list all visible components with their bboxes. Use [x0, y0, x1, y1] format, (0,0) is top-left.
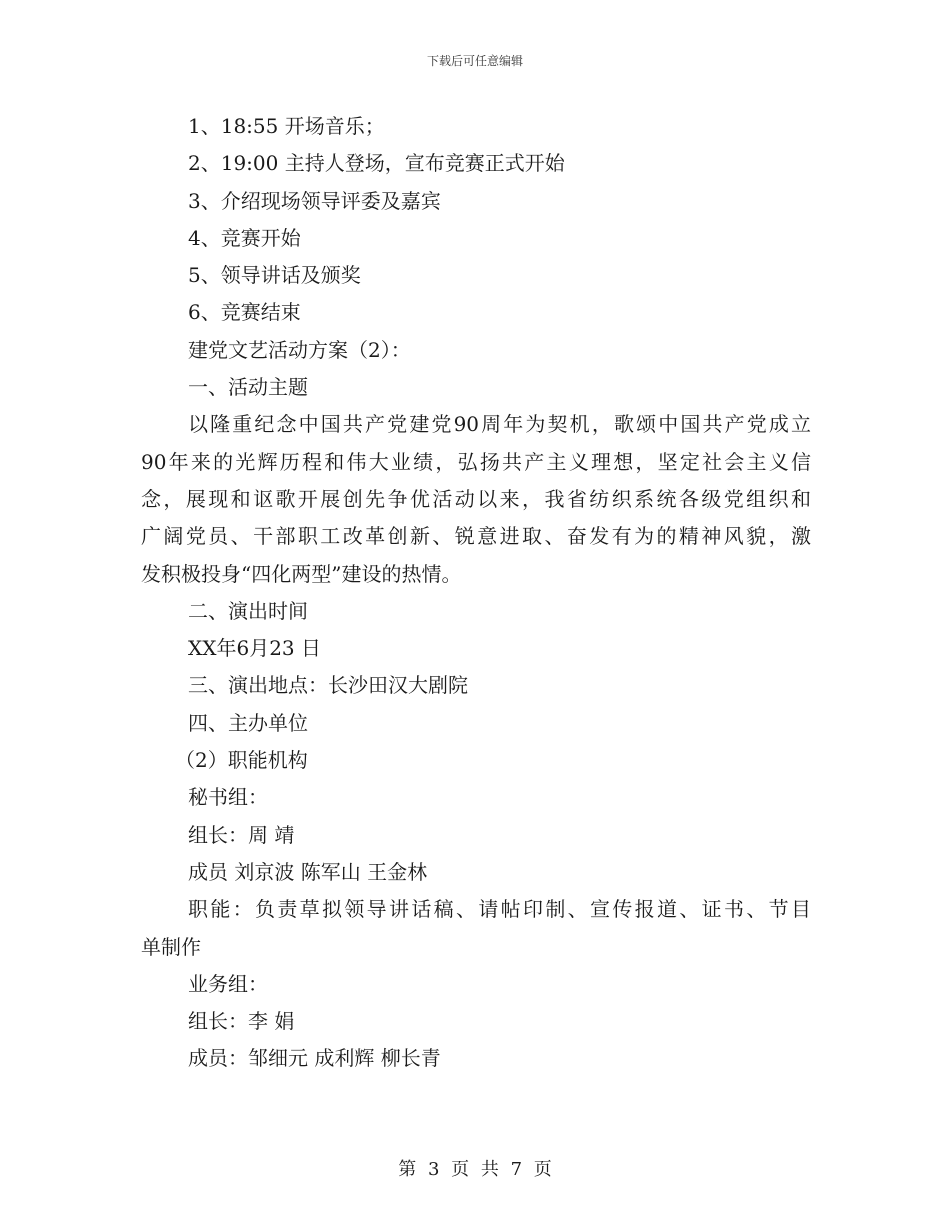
subsection-heading: （2）职能机构: [175, 748, 308, 773]
list-item: 4、竞赛开始: [188, 225, 301, 250]
section-title: 建党文艺活动方案（2）：: [188, 337, 411, 362]
text-line: 业务组：: [188, 971, 268, 996]
text-line: 组长：李 娟: [188, 1009, 295, 1034]
section-heading: 二、演出时间: [188, 598, 308, 623]
document-body: [141, 108, 811, 1078]
paragraph-line: 念，展现和讴歌开展创先争优活动以来，我省纺织系统各级党组织和: [141, 486, 811, 511]
paragraph-line: 单制作: [141, 934, 201, 959]
paragraph-line: 广阔党员、干部职工改革创新、锐意进取、奋发有为的精神风貌，激: [141, 524, 811, 549]
page-header: 下载后可任意编辑: [426, 54, 523, 68]
section-heading: 一、活动主题: [188, 375, 308, 400]
page-footer: 第 3 页 共 7 页: [398, 1159, 552, 1180]
list-item: 1、18:55 开场音乐；: [188, 114, 385, 138]
text-line: 组长：周 靖: [188, 822, 295, 847]
paragraph-line: 发积极投身“四化两型”建设的热情。: [141, 561, 462, 586]
paragraph-line: 90年来的光辉历程和伟大业绩，弘扬共产主义理想，坚定社会主义信: [141, 449, 811, 474]
paragraph-line: 职能：负责草拟领导讲话稿、请帖印制、宣传报道、证书、节目: [188, 897, 811, 922]
list-item: 2、19:00 主持人登场，宣布竞赛正式开始: [188, 151, 565, 176]
list-item: 5、领导讲话及颁奖: [188, 263, 361, 288]
list-item: 6、竞赛结束: [188, 300, 301, 325]
text-line: XX年6月23 日: [188, 636, 322, 661]
text-line: 成员：邹细元 成利辉 柳长青: [188, 1046, 441, 1071]
section-heading: 四、主办单位: [188, 710, 308, 735]
list-item: 3、介绍现场领导评委及嘉宾: [188, 188, 441, 213]
section-heading: 三、演出地点：长沙田汉大剧院: [188, 673, 468, 698]
text-line: 秘书组：: [188, 785, 268, 810]
text-line: 成员 刘京波 陈军山 王金林: [188, 859, 428, 884]
paragraph-line: 以隆重纪念中国共产党建党90周年为契机，歌颂中国共产党成立: [188, 412, 811, 437]
